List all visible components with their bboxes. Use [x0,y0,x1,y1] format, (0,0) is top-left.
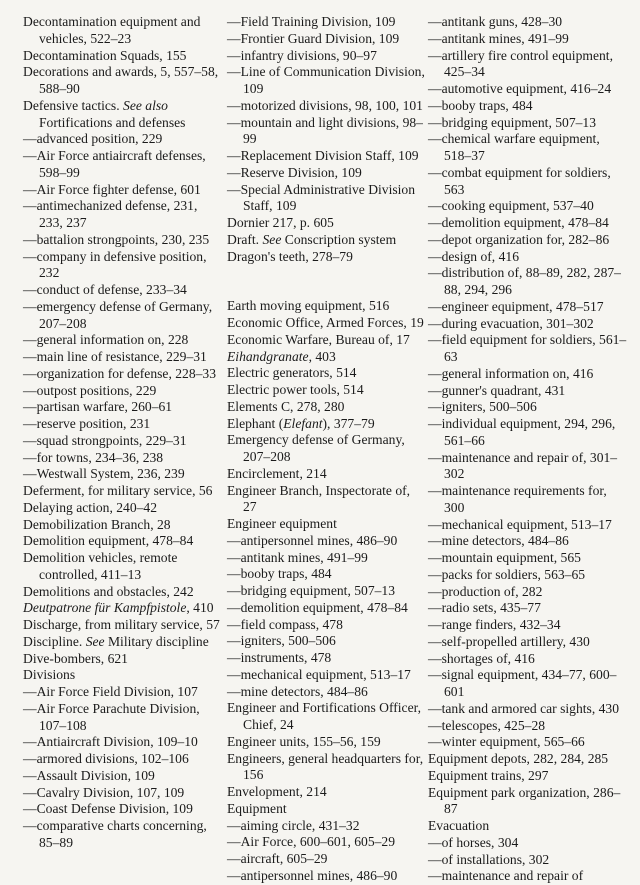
index-entry: —antipersonnel mines, 486–90 [227,532,398,548]
index-entry: Engineer equipment [227,516,337,531]
index-entry: —maintenance and repair of [428,868,584,884]
index-entry: —Antiaircraft Division, 109–10 [23,734,198,750]
index-entry: —winter equipment, 565–66 [428,734,585,750]
index-entry: —signal equipment, 434–77, 600–601 [428,667,617,699]
index-entry: Equipment trains, 297 [428,767,549,783]
index-entry: Engineer and Fortifications Officer, Chief, 24 [227,700,421,732]
index-entry: —main line of resistance, 229–31 [23,349,207,364]
index-entry: —Field Training Division, 109 [227,14,396,29]
index-entry: —antitank guns, 428–30 [428,14,563,29]
index-entry: Demolition vehicles, remote controlled, 411–13 [23,550,178,582]
index-entry: Deutpatrone für Kampfpistole, 410 [23,600,214,616]
index-entry: Envelopment, 214 [227,784,327,799]
index-entry: Eihandgranate, 403 [227,348,336,364]
index-entry: —company in defensive position, 232 [23,248,207,281]
index-entry: —Air Force, 600–601, 605–29 [227,834,396,850]
index-entry: —comparative charts concerning, 85–89 [23,818,207,850]
index-entry: Economic Warfare, Bureau of, 17 [227,331,410,347]
index-entry: —battalion strongpoints, 230, 235 [23,231,210,247]
letter-section-gap [227,265,425,298]
index-entry: Earth moving equipment, 516 [227,298,390,314]
index-entry: —self-propelled artillery, 430 [428,633,590,649]
index-entry: —for towns, 234–36, 238 [23,449,164,465]
index-entry: —radio sets, 435–77 [428,600,541,616]
index-entry: —distribution of, 88–89, 282, 287–88, 294, 296 [428,265,621,297]
index-entry: Demobilization Branch, 28 [23,516,171,532]
index-entry: —combat equipment for soldiers, 563 [428,164,611,197]
index-entry: —booby traps, 484 [428,97,533,113]
index-entry: Economic Office, Armed Forces, 19 [227,315,424,330]
index-entry: —squad strongpoints, 229–31 [23,432,187,448]
index-entry: —conduct of defense, 233–34 [23,282,187,297]
index-entry: —partisan warfare, 260–61 [23,399,173,415]
index-entry: Demolitions and obstacles, 242 [23,583,194,599]
index-entry: —instruments, 478 [227,650,332,665]
index-entry: —mountain and light divisions, 98–99 [227,114,423,147]
index-entry: —automotive equipment, 416–24 [428,81,612,96]
index-entry: —Reserve Division, 109 [227,164,362,180]
index-entry: —bridging equipment, 507–13 [227,583,396,598]
index-entry: —mechanical equipment, 513–17 [428,516,612,532]
index-entry: —telescopes, 425–28 [428,717,546,733]
index-entry: Electric generators, 514 [227,365,357,381]
index-entry: Discharge, from military service, 57 [23,617,220,632]
index-entry: —Assault Division, 109 [23,767,155,783]
index-entry: Divisions [23,667,76,683]
index-entry: —demolition equipment, 478–84 [227,599,408,615]
index-entry: —Air Force fighter defense, 601 [23,181,201,197]
index-entry: Deferment, for military service, 56 [23,483,213,498]
index-entry: Decontamination Squads, 155 [23,47,187,63]
index-entry: Evacuation [428,818,490,833]
index-entry: Defensive tactics. See also Fortifications and defenses [23,97,186,130]
index-entry: —aircraft, 605–29 [227,851,328,866]
index-entry: —of installations, 302 [428,851,550,867]
index-entry: —depot organization for, 282–86 [428,231,610,247]
index-entry: Elements C, 278, 280 [227,398,345,414]
index-entry: —general information on, 416 [428,365,594,381]
index-entry: —mine detectors, 484–86 [428,533,569,549]
index-entry: —igniters, 500–506 [227,633,336,649]
index-entry: —chemical warfare equipment, 518–37 [428,131,600,163]
index-column-2 [227,14,425,885]
index-entry: —antipersonnel mines, 486–90 [227,867,398,883]
index-entry: Elephant (Elefant), 377–79 [227,415,375,431]
index-entry: —armored divisions, 102–106 [23,751,189,766]
index-entry: —antitank mines, 491–99 [428,30,569,46]
index-entry: —Air Force Parachute Division, 107–108 [23,700,200,733]
index-entry: —mechanical equipment, 513–17 [227,666,411,682]
index-entry: —production of, 282 [428,583,543,599]
index-entry: —artillery fire control equipment, 425–34 [428,47,613,80]
index-entry: —demolition equipment, 478–84 [428,215,609,230]
index-entry: —Replacement Division Staff, 109 [227,148,419,163]
index-entry: —general information on, 228 [23,332,189,348]
index-entry: —Line of Communication Division, 109 [227,64,425,96]
index-column-3 [428,14,628,885]
index-entry: —mountain equipment, 565 [428,550,581,565]
index-entry: Dive-bombers, 621 [23,650,128,666]
index-entry: —of horses, 304 [428,834,519,850]
index-entry: —engineer equipment, 478–517 [428,298,604,314]
index-entry: Decorations and awards, 5, 557–58, 588–90 [23,64,219,96]
index-entry: Equipment park organization, 286–87 [428,784,621,817]
index-entry: —aiming circle, 431–32 [227,817,360,833]
index-entry: —maintenance and repair of, 301–302 [428,449,618,482]
index-entry: —igniters, 500–506 [428,399,537,415]
index-entry: —field equipment for soldiers, 561–63 [428,332,627,364]
index-entry: —antimechanized defense, 231, 233, 237 [23,198,198,230]
index-entry: Equipment depots, 282, 284, 285 [428,751,609,766]
index-entry: —bridging equipment, 507–13 [428,114,597,130]
index-entry: Engineers, general headquarters for, 156 [227,750,424,783]
index-entry: Discipline. See Military discipline [23,633,209,649]
index-entry: —Cavalry Division, 107, 109 [23,784,185,800]
index-entry: —shortages of, 416 [428,650,535,666]
index-entry: —emergency defense of Germany, 207–208 [23,298,213,331]
index-entry: Equipment [227,800,287,816]
index-entry: Encirclement, 214 [227,465,327,481]
index-entry: Emergency defense of Germany, 207–208 [227,432,405,464]
index-entry: —Air Force Field Division, 107 [23,684,198,699]
index-entry: —antitank mines, 491–99 [227,549,368,565]
index-entry: —Coast Defense Division, 109 [23,801,193,817]
index-entry: Engineer units, 155–56, 159 [227,733,381,749]
index-entry: —outpost positions, 229 [23,382,157,398]
index-entry: —cooking equipment, 537–40 [428,198,594,214]
index-entry: —motorized divisions, 98, 100, 101 [227,97,423,113]
index-entry: —Special Administrative Division Staff, 109 [227,181,416,214]
index-entry: —Westwall System, 236, 239 [23,466,185,482]
index-entry: Electric power tools, 514 [227,382,364,397]
index-entry: Dragon's teeth, 278–79 [227,248,353,264]
index-entry: —maintenance requirements for, 300 [428,483,607,515]
index-entry: —packs for soldiers, 563–65 [428,566,586,582]
index-entry: Decontamination equipment and vehicles, 522–23 [23,14,201,46]
index-column-1 [23,14,223,885]
index-entry: Delaying action, 240–42 [23,499,158,515]
index-entry: —Air Force antiaircraft defenses, 598–99 [23,148,206,180]
index-entry: —mine detectors, 484–86 [227,683,368,699]
index-entry: —individual equipment, 294, 296, 561–66 [428,416,616,448]
index-entry: —Frontier Guard Division, 109 [227,30,400,46]
index-entry: —field compass, 478 [227,616,343,632]
index-entry: —reserve position, 231 [23,416,151,431]
index-entry: —range finders, 432–34 [428,617,561,632]
index-entry: —gunner's quadrant, 431 [428,382,566,398]
index-entry: Dornier 217, p. 605 [227,215,334,230]
index-entry: —tank and armored car sights, 430 [428,700,620,716]
index-entry: —infantry divisions, 90–97 [227,47,377,63]
index-entry: Demolition equipment, 478–84 [23,533,194,549]
index-entry: —organization for defense, 228–33 [23,365,217,381]
index-entry: —advanced position, 229 [23,131,163,147]
index-entry: —booby traps, 484 [227,566,332,582]
index-entry: Draft. See Conscription system [227,231,397,247]
index-entry: Engineer Branch, Inspectorate of, 27 [227,482,411,515]
index-entry: —design of, 416 [428,248,519,264]
index-entry: —during evacuation, 301–302 [428,315,594,331]
